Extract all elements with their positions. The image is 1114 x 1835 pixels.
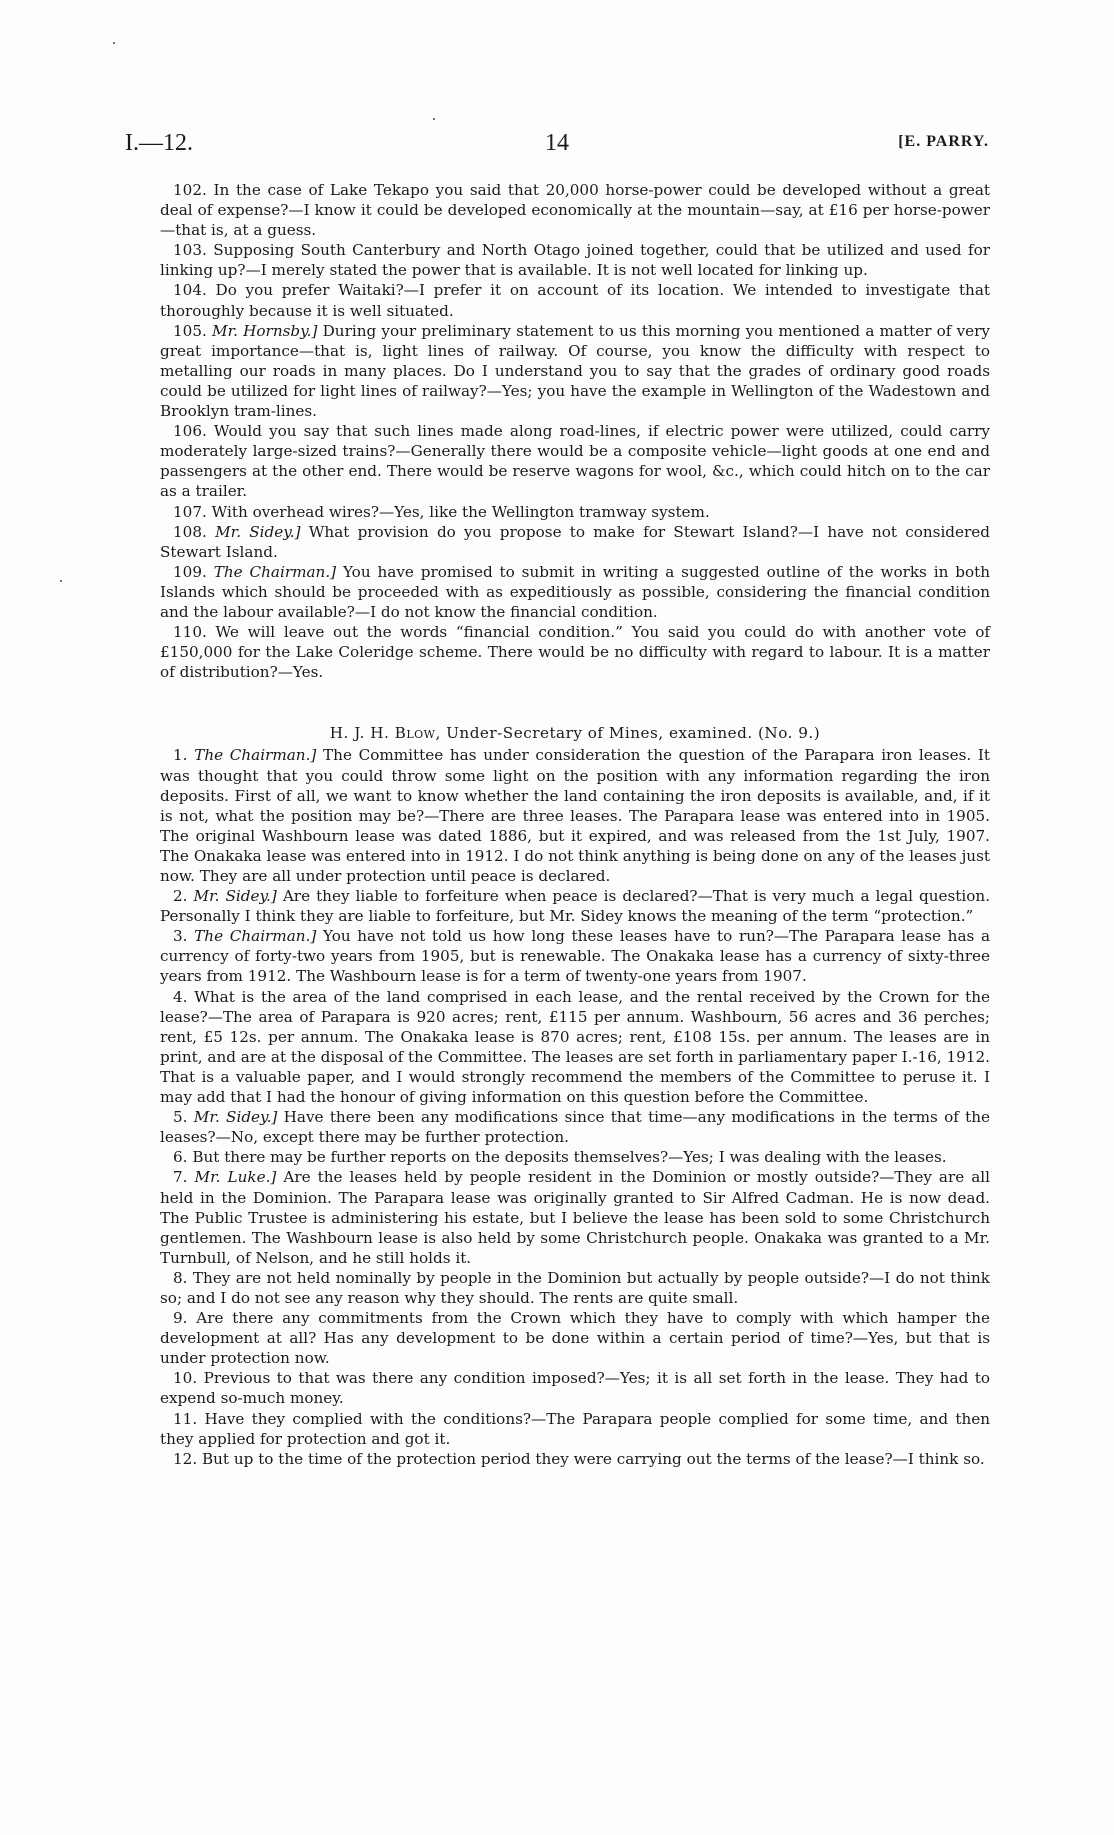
question-paragraph: 2. Mr. Sidey.] Are they liable to forfeiture when peace is declared?—That is very much a legal question. Personally I think they are liable to forfeiture, but Mr. Sidey knows the meaning of the term “protection.”: [160, 887, 991, 926]
witness-running-head: [E. PARRY.: [898, 133, 989, 150]
print-speck: [433, 118, 435, 120]
speaker-name: The Chairman.]: [194, 927, 317, 946]
speaker-name: The Chairman.]: [213, 562, 337, 581]
question-paragraph: 110. We will leave out the words “financial condition.” You said you could do with another vote of £150,000 for the Lake Coleridge scheme. There would be no difficulty with regard to labour. It is a matter of distribution?—Yes.: [160, 623, 991, 682]
question-paragraph: 109. The Chairman.] You have promised to submit in writing a suggested outline of the works in both Islands which should be proceeded with as expeditiously as possible, considering the financial condition and the labour available?—I do not know the financial condition.: [160, 562, 991, 621]
question-paragraph: 1. The Chairman.] The Committee has under consideration the question of the Parapara iron leases. It was thought that you could throw some light on the position with any information regarding the iron deposits. First of all, we want to know whether the land containing the iron deposits is available, and, if it is not, what the position may be?—There are three leases. The Parapara lease was entered into in 1905. The original Washbourn lease was dated 1886, but it expired, and was released from the 1st July, 1907. The Onakaka lease was entered into in 1912. I do not think anything is being done on any of the leases just now. They are all under protection until peace is declared.: [160, 746, 991, 885]
question-paragraph: 9. Are there any commitments from the Crown which they have to comply with which hamper the development at all? Has any development to be done within a certain period of time?—Yes, but that is under protection now.: [160, 1309, 990, 1368]
witness-heading: H. J. H. Blow, Under-Secretary of Mines, examined. (No. 9.): [329, 724, 821, 743]
document-body: [160, 180, 990, 1469]
speaker-name: Mr. Sidey.]: [193, 887, 277, 906]
question-paragraph: 108. Mr. Sidey.] What provision do you propose to make for Stewart Island?—I have not considered Stewart Island.: [160, 522, 990, 561]
section-blow-evidence: [160, 745, 990, 1468]
question-paragraph: 10. Previous to that was there any condition imposed?—Yes; it is all set forth in the lease. They had to expend so-much money.: [160, 1369, 990, 1408]
question-paragraph: 103. Supposing South Canterbury and North Otago joined together, could that be utilized and used for linking up?—I merely stated the power that is available. It is not well located for linking up.: [160, 241, 990, 280]
page-header: [125, 130, 989, 166]
question-paragraph: 5. Mr. Sidey.] Have there been any modifications since that time—any modifications in the terms of the leases?—No, except there may be further protection.: [160, 1108, 990, 1147]
print-speck: [60, 580, 62, 582]
question-paragraph: 4. What is the area of the land comprised in each lease, and the rental received by the Crown for the lease?—The area of Parapara is 920 acres; rent, £115 per annum. Washbourn, 56 acres and 36 perches; rent, £5 12s. per annum. The Onakaka lease is 870 acres; rent, £108 15s. per annum. The leases are in print, and are at the disposal of the Committee. The leases are set forth in parliamentary paper I.-16, 1912. That is a valuable paper, and I would strongly recommend the members of the Committee to peruse it. I may add that I had the honour of giving information on this question before the Committee.: [160, 987, 990, 1107]
page-number: 14: [545, 130, 569, 156]
speaker-name: The Chairman.]: [194, 746, 317, 765]
question-paragraph: 3. The Chairman.] You have not told us how long these leases have to run?—The Parapara lease has a currency of forty-two years from 1905, but is renewable. The Onakaka lease has a currency of sixty-three years from 1912. The Washbourn lease is for a term of twenty-one years from 1907.: [160, 927, 991, 986]
speaker-name: Mr. Sidey.]: [215, 522, 301, 541]
section-parry-evidence: [160, 180, 990, 682]
question-paragraph: 104. Do you prefer Waitaki?—I prefer it on account of its location. We intended to investigate that thoroughly because it is well situated.: [160, 281, 990, 320]
question-paragraph: 102. In the case of Lake Tekapo you said that 20,000 horse-power could be developed without a great deal of expense?—I know it could be developed economically at the mountain—say, at £16 per horse-power—that is, at a guess.: [160, 181, 991, 240]
print-speck: [113, 42, 115, 44]
speaker-name: Mr. Luke.]: [194, 1168, 277, 1187]
paper-reference: I.—12.: [125, 130, 193, 156]
speaker-name: Mr. Hornsby.]: [212, 321, 318, 340]
question-paragraph: 105. Mr. Hornsby.] During your preliminary statement to us this morning you mentioned a matter of very great importance—that is, light lines of railway. Of course, you know the difficulty with respect to metalling our roads in many places. Do I understand you to say that the grades of ordinary good roads could be utilized for light lines of railway?—Yes; you have the example in Wellington of the Wadestown and Brooklyn tram-lines.: [160, 321, 991, 421]
question-paragraph: 106. Would you say that such lines made along road-lines, if electric power were utilized, could carry moderately large-sized trains?—Generally there would be a composite vehicle—light goods at one end and passengers at the other end. There would be reserve wagons for wool, &c., which could hitch on to the car as a trailer.: [160, 422, 991, 501]
speaker-name: Mr. Sidey.]: [193, 1108, 278, 1127]
question-paragraph: 107. With overhead wires?—Yes, like the Wellington tramway system.: [173, 502, 710, 521]
question-paragraph: 6. But there may be further reports on the deposits themselves?—Yes; I was dealing with the leases.: [173, 1148, 947, 1167]
question-paragraph: 7. Mr. Luke.] Are the leases held by people resident in the Dominion or mostly outside?—They are all held in the Dominion. The Parapara lease was originally granted to Sir Alfred Cadman. He is now dead. The Public Trustee is administering his estate, but I believe the lease has been sold to some Christchurch gentlemen. The Washbourn lease is also held by some Christchurch people. Onakaka was granted to a Mr. Turnbull, of Nelson, and he still holds it.: [160, 1168, 991, 1267]
question-paragraph: 11. Have they complied with the conditions?—The Parapara people complied for some time, and then they applied for protection and got it.: [160, 1409, 991, 1448]
question-paragraph: 8. They are not held nominally by people in the Dominion but actually by people outside?—I do not think so; and I do not see any reason why they should. The rents are quite small.: [160, 1268, 991, 1307]
question-paragraph: 12. But up to the time of the protection period they were carrying out the terms of the lease?—I think so.: [173, 1449, 985, 1468]
